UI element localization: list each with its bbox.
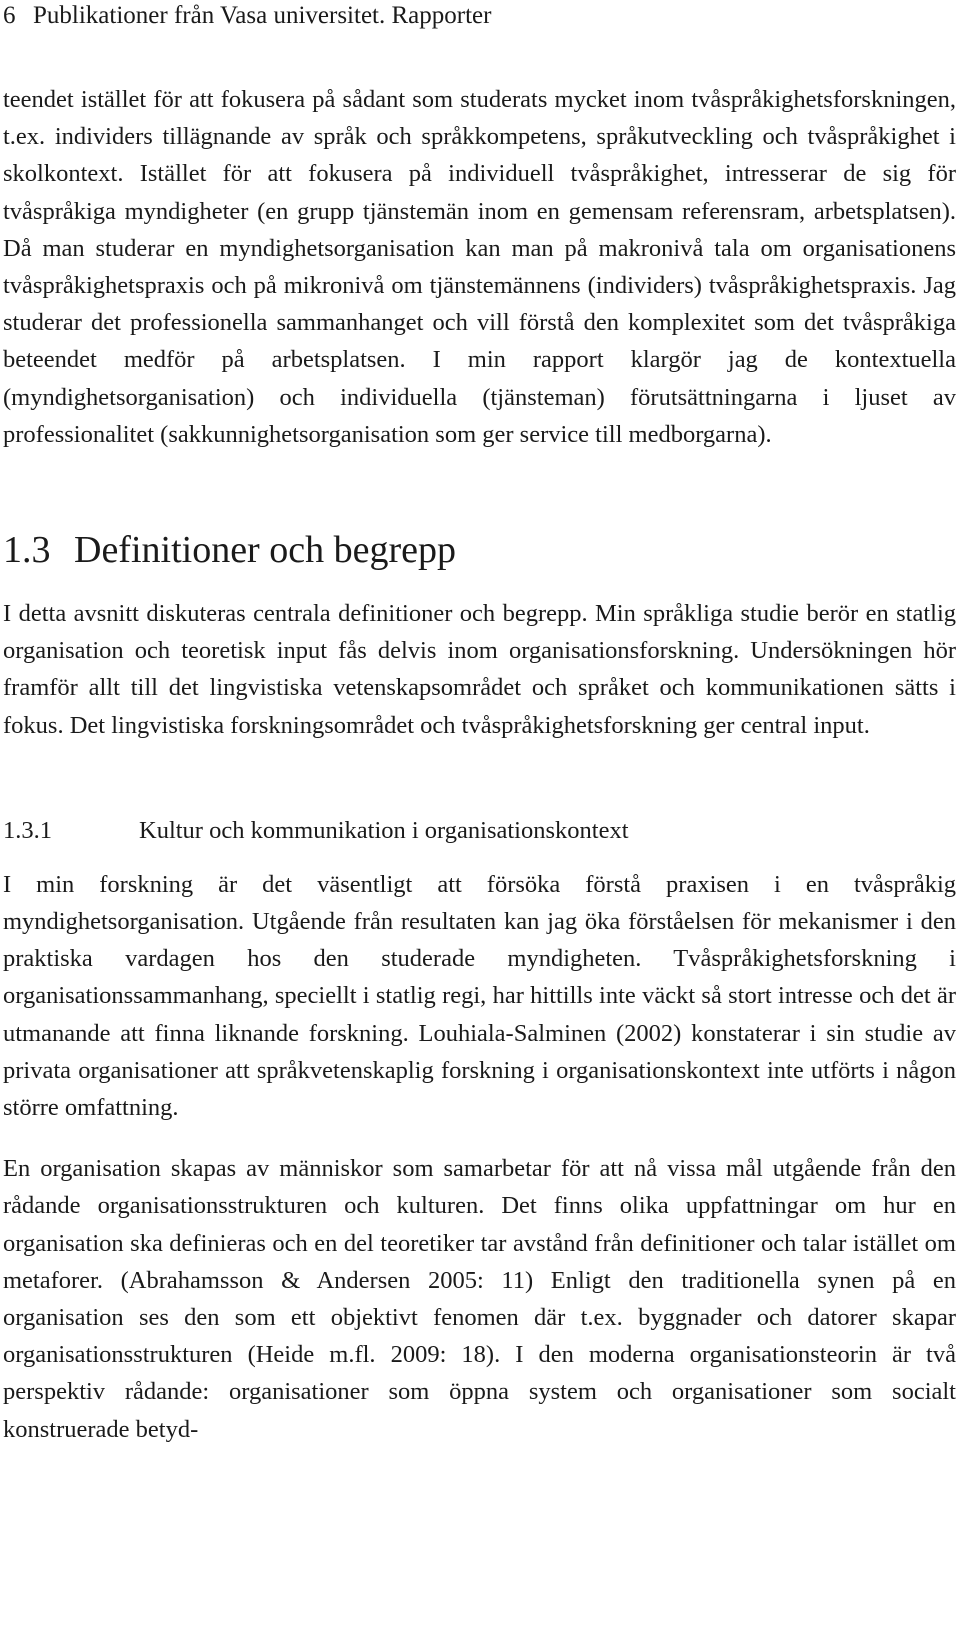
page-number: 6 — [3, 2, 16, 29]
paragraph-organisation: En organisation skapas av människor som samarbetar för att nå vissa mål utgående från den rådande organisationsstrukturen och kulturen. Det finns olika uppfattningar om hur en organisation ska definieras och en del teoretiker tar avstånd från definitioner och talar istället om metaforer. (Abrahamsson & Andersen 2005: 11) Enligt den traditionella synen på en organisation ses den som ett objektivt fenomen där t.ex. byggnader och datorer skapar organisationsstrukturen (Heide m.fl. 2009: 18). I den moderna organisationsteorin är två perspektiv rådande: organisationer som öppna system och organisationer som socialt konstruerade betyd- — [3, 1155, 956, 1443]
section-number: 1.3 — [3, 529, 51, 572]
section-heading-1-3 — [3, 527, 956, 573]
paragraph-research: I min forskning är det väsentligt att försöka förstå praxisen i en tvåspråkig myndighetsorganisation. Utgående från resultaten kan jag öka förståelsen för mekanismer i den praktiska vardagen hos den studerade myndigheten. Tvåspråkighetsforskning i organisationssammanhang, speciellt i statlig regi, har hittills inte väckt så stort intresse och det är utmanande att finna liknande forskning. Louhiala-Salminen (2002) konstaterar i sin studie av privata organisationer att språkvetenskaplig forskning i organisationskontext inte utförts i någon större omfattning. — [3, 870, 956, 1122]
document-page — [3, 0, 956, 1448]
paragraph-definitions: I detta avsnitt diskuteras centrala definitioner och begrepp. Min språkliga studie berör en statlig organisation och teoretisk input fås delvis inom organisationsforskning. Undersökningen hör framför allt till det lingvistiska vetenskapsområdet och språket och kommunikationen sätts i fokus. Det lingvistiska forskningsområdet och tvåspråkighetsforskning ger central input. — [3, 600, 956, 739]
paragraph-intro: teendet istället för att fokusera på sådant som studerats mycket inom tvåspråkighetsforskningen, t.ex. individers tillägnande av språk och språkkompetens, språkutveckling och tvåspråkighet i skolkontext. Istället för att fokusera på individuell tvåspråkighet, intresserar de sig för tvåspråkiga myndigheter (en grupp tjänstemän inom en gemensam referensram, arbetsplatsen). Då man studerar en myndighetsorganisation kan man på makronivå tala om organisationens tvåspråkighetspraxis och på mikronivå om tjänstemännens (individers) tvåspråkighetspraxis. Jag studerar det professionella sammanhanget och vill förstå den komplexitet som det tvåspråkiga beteendet medför på arbetsplatsen. I min rapport klargör jag de kontextuella (myndighetsorganisation) och individuella (tjänsteman) förutsättningarna i ljuset av professionalitet (sakkunnighetsorganisation som ger service till medborgarna). — [3, 86, 956, 448]
publication-title: Publikationer från Vasa universitet. Rapporter — [33, 2, 492, 29]
section-title: Definitioner och begrepp — [74, 529, 456, 572]
subsection-heading-1-3-1 — [3, 816, 956, 846]
running-header — [3, 1, 956, 81]
subsection-title: Kultur och kommunikation i organisationskontext — [139, 816, 629, 844]
subsection-number: 1.3.1 — [3, 816, 52, 844]
